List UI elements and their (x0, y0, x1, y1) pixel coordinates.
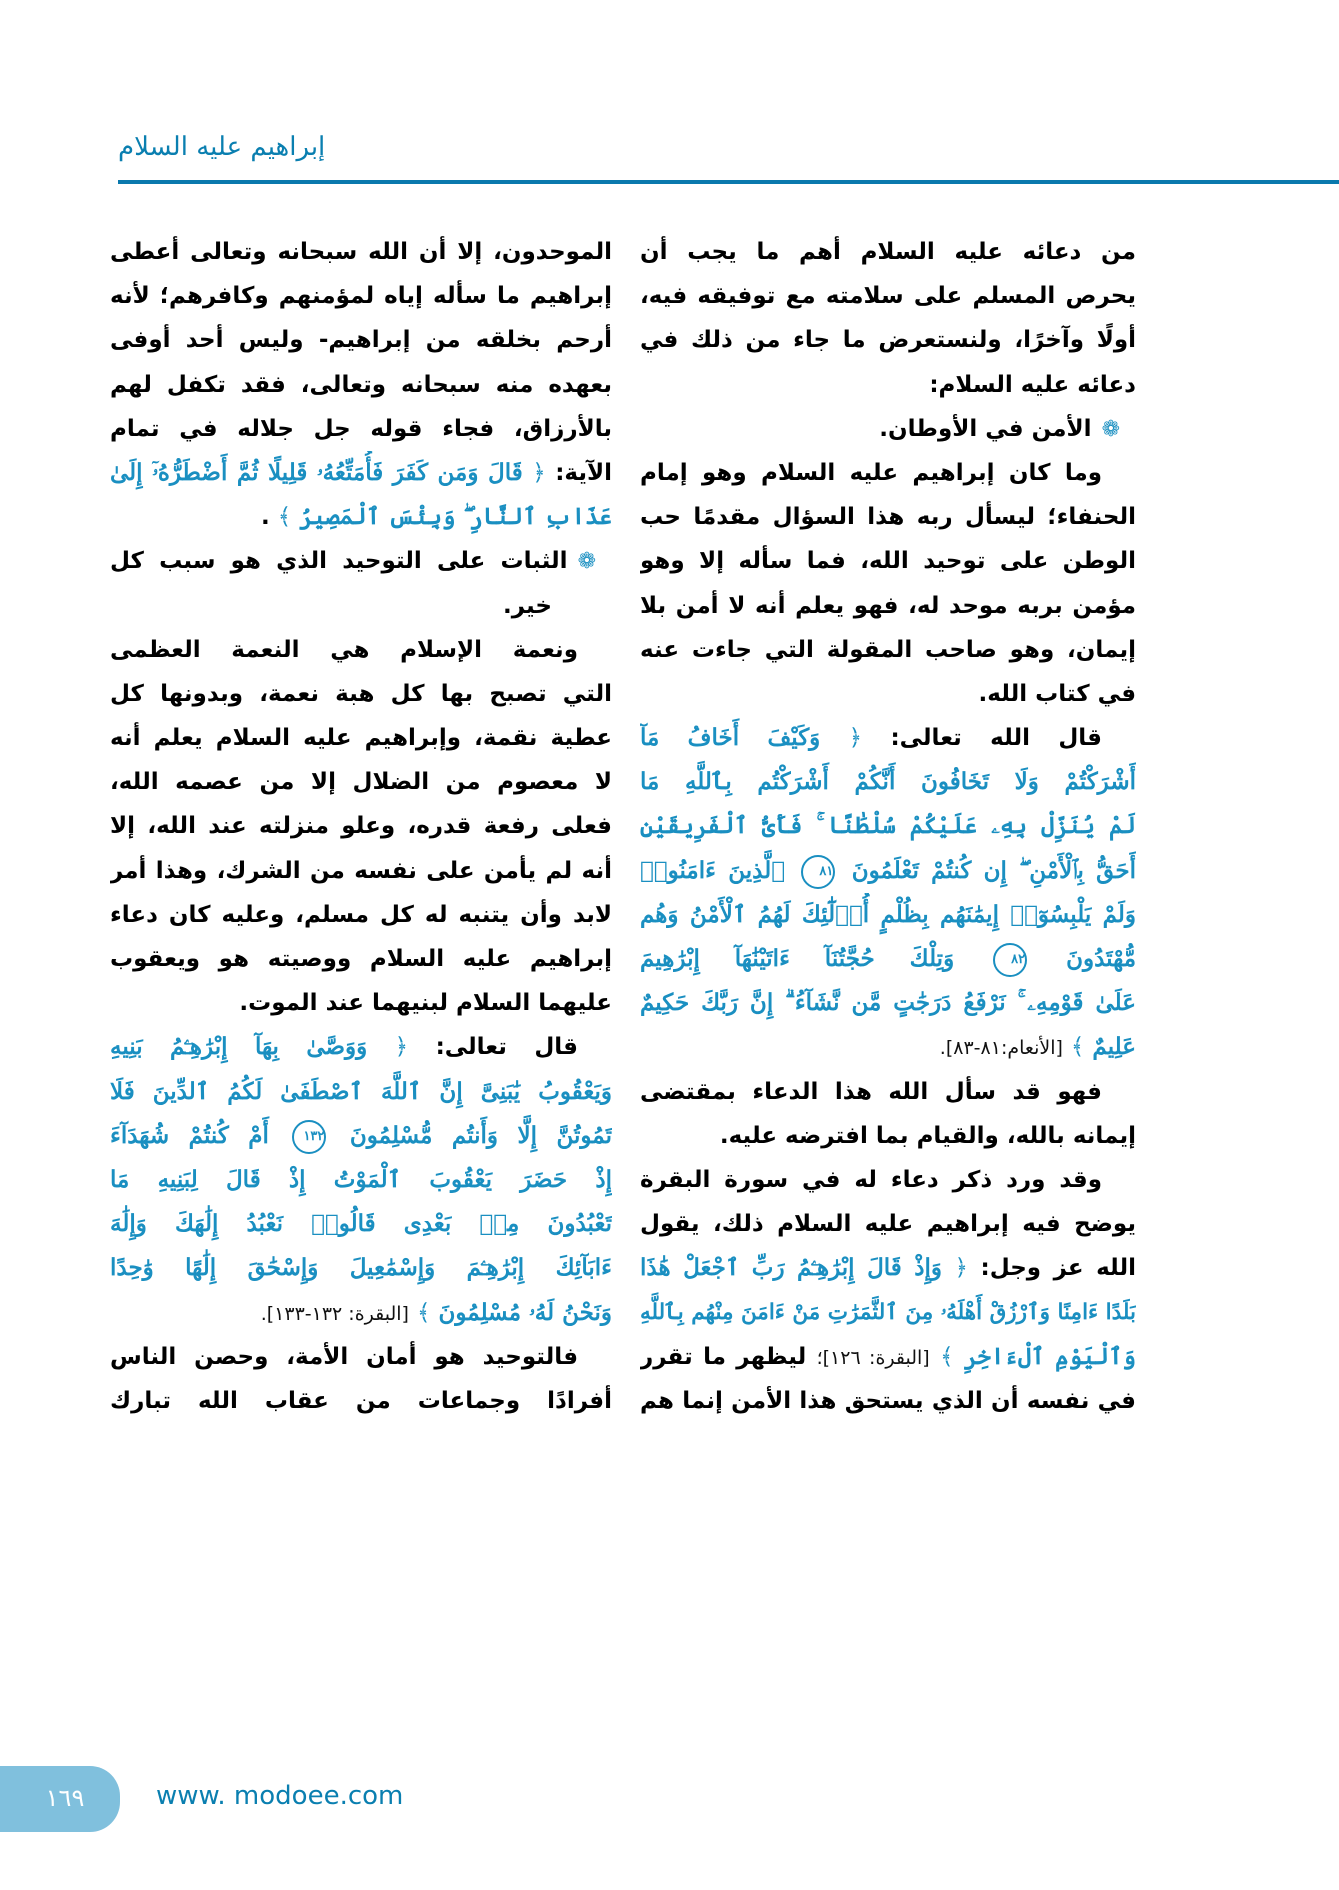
verse-line (640, 716, 1136, 760)
quran-line: عَلَىٰ قَوْمِهِۦ ۚ نَرْفَعُ دَرَجَٰتٍ مَّن نَّشَآءُ ۗ إِنَّ رَبَّكَ حَكِيمٌ (640, 989, 1136, 1017)
quran-line: وَيَعْقُوبُ يَٰبَنِىَّ إِنَّ ٱللَّهَ ٱصْطَفَىٰ لَكُمُ ٱلدِّينَ فَلَا (110, 1077, 612, 1105)
quran-text: وَٱلْيَوْمِ ٱلْءَاخِرِ (963, 1342, 1136, 1370)
verse-line (110, 1025, 612, 1069)
text-line: بالأرزاق، فجاء قوله جل جلاله في تمام (110, 415, 612, 442)
verse-number-medallion: ١٣٢ (292, 1120, 326, 1154)
quran-bracket-open-icon: ﴿ (848, 725, 863, 752)
website-link[interactable]: www. modoee.com (156, 1781, 404, 1811)
left-column (110, 230, 612, 1423)
right-column (640, 230, 1136, 1423)
text-line: إيمان، وهو صاحب المقولة التي جاءت عنه (640, 636, 1136, 663)
text-line: وما كان إبراهيم عليه السلام وهو إمام (640, 459, 1102, 486)
text-line: إبراهيم عليه السلام ووصيته هو ويعقوب (110, 946, 612, 972)
text-line: أرحم بخلقه من إبراهيم- وليس أحد أوفى (110, 327, 612, 354)
text-line: وقد ورد ذكر دعاء له في سورة البقرة (640, 1166, 1102, 1193)
verse-reference: [البقرة: ١٣٢-١٣٣]. (260, 1302, 409, 1325)
text-line: أنه لم يأمن على نفسه من الشرك، وهذا أمر (110, 857, 612, 884)
text-line: من دعائه عليه السلام أهم ما يجب أن (640, 239, 1136, 265)
page-number: ١٦٩ (45, 1784, 85, 1812)
quran-text: وَإِذْ قَالَ إِبْرَٰهِـۧمُ رَبِّ ٱجْعَلْ هَٰذَا (640, 1254, 943, 1282)
heading-text: الثبات على التوحيد الذي هو سبب كل (110, 548, 568, 575)
text-line: يحرص المسلم على سلامته مع توفيقه فيه، (640, 283, 1136, 310)
text-line: ونعمة الإسلام هي النعمة العظمى (110, 636, 578, 663)
verse-line (110, 451, 612, 495)
text-line: أولًا وآخرًا، ولنستعرض ما جاء من ذلك في (640, 327, 1136, 354)
running-header-title: إبراهيم عليه السلام (118, 132, 326, 162)
quran-text: تَمُوتُنَّ إِلَّا وَأَنتُم مُّسْلِمُونَ (349, 1121, 612, 1149)
verse-line (640, 1335, 1136, 1379)
heading-text: الأمن في الأوطان. (879, 415, 1092, 442)
text-line: بعهده منه سبحانه وتعالى، فقد تكفل لهم (110, 371, 612, 398)
text-line: التي تصبح بها كل هبة نعمة، وبدونها كل (110, 680, 612, 707)
quran-bracket-close-icon: ﴾ (417, 1299, 431, 1326)
text-line: يوضح فيه إبراهيم عليه السلام ذلك، يقول (640, 1211, 1136, 1238)
verse-number-medallion: ٨٢ (993, 943, 1027, 977)
quran-text: أَمْ كُنتُمْ شُهَدَآءَ (110, 1121, 269, 1149)
quran-text: وَتِلْكَ حُجَّتُنَآ ءَاتَيْنَٰهَآ إِبْرَٰهِيمَ (640, 945, 955, 972)
verse-number-medallion: ٨١ (801, 855, 835, 889)
flower-bullet-icon: ❁ (577, 549, 596, 575)
verse-intro: قال تعالى: (435, 1034, 578, 1061)
header-rule (118, 180, 1339, 184)
text-fragment: ليظهر ما تقرر (640, 1343, 807, 1370)
text-line: الوطن على توحيد الله، فما سأله إلا وهو (640, 548, 1136, 575)
text-line: لابد وأن يتنبه له كل مسلم، وعليه كان دعاء (110, 901, 612, 928)
quran-text: وَنَحْنُ لَهُۥ مُسْلِمُونَ (438, 1298, 612, 1326)
quran-line: تَعْبُدُونَ مِنۢ بَعْدِى قَالُوا۟ نَعْبُدُ إِلَٰهَكَ وَإِلَٰهَ (110, 1210, 612, 1238)
text-line: في كتاب الله. (978, 680, 1136, 707)
quran-text: وَوَصَّىٰ بِهَآ إِبْرَٰهِـۧمُ بَنِيهِ (110, 1033, 368, 1061)
text-line: فالتوحيد هو أمان الأمة، وحصن الناس (110, 1343, 578, 1370)
quran-text: مُّهْتَدُونَ (1066, 945, 1136, 972)
bullet-heading (110, 539, 612, 583)
quran-line: إِذْ حَضَرَ يَعْقُوبَ ٱلْمَوْتُ إِذْ قَالَ لِبَنِيهِ مَا (110, 1165, 612, 1193)
quran-text: عَذَابِ ٱلنَّارِ ۖ وَبِئْسَ ٱلْمَصِيرُ (299, 503, 612, 531)
text-line: الحنفاء؛ ليسأل ربه هذا السؤال مقدمًا حب (640, 504, 1136, 531)
quran-line: أَشْرَكْتُمْ وَلَا تَخَافُونَ أَنَّكُمْ أَشْرَكْتُم بِٱللَّهِ مَا (640, 768, 1136, 796)
quran-text: عَلِيمٌ (1092, 1033, 1136, 1061)
text-line: إيمانه بالله، والقيام بما افترضه عليه. (719, 1122, 1136, 1149)
quran-bracket-open-icon: ﴿ (532, 459, 546, 486)
text-line: عطية نقمة، وإبراهيم عليه السلام يعلم أنه (110, 725, 612, 752)
quran-bracket-close-icon: ﴾ (277, 504, 292, 531)
heading-text: خير. (502, 592, 552, 619)
flower-bullet-icon: ❁ (1101, 416, 1120, 442)
text-line: فهو قد سأل الله هذا الدعاء بمقتضى (640, 1078, 1102, 1105)
quran-line (640, 937, 1136, 981)
quran-line: بَلَدًا ءَامِنًا وَٱرْزُقْ أَهْلَهُۥ مِنَ ٱلثَّمَرَٰتِ مَنْ ءَامَنَ مِنْهُم بِٱللَّهِ (640, 1299, 1136, 1325)
quran-line (640, 849, 1136, 893)
text-line: دعائه عليه السلام: (929, 371, 1136, 398)
text-line: إبراهيم ما سأله إياه لمؤمنهم وكافرهم؛ لأنه (110, 283, 612, 310)
quran-line (110, 1114, 612, 1158)
quran-text: قَالَ وَمَن كَفَرَ فَأُمَتِّعُهُۥ قَلِيلًا ثُمَّ أَضْطَرُّهُۥٓ إِلَىٰ (110, 458, 523, 486)
quran-text: أَحَقُّ بِٱلْأَمْنِ ۖ إِن كُنتُمْ تَعْلَمُونَ (851, 856, 1136, 884)
text-line: مؤمن بربه موحد له، فهو يعلم أنه لا أمن بلا (640, 592, 1136, 619)
verse-intro: قال الله تعالى: (890, 725, 1102, 752)
text-line: الموحدون، إلا أن الله سبحانه وتعالى أعطى (110, 239, 612, 265)
quran-line: لَمْ يُنَزِّلْ بِهِۦ عَلَيْكُمْ سُلْطَٰنًا ۚ فَأَىُّ ٱلْفَرِيقَيْنِ (640, 812, 1136, 840)
quran-text: وَكَيْفَ أَخَافُ مَآ (640, 724, 821, 752)
quran-bracket-open-icon: ﴿ (954, 1255, 968, 1282)
verse-intro: الله عز وجل: (980, 1255, 1136, 1282)
text-line: عليهما السلام لبنيهما عند الموت. (239, 990, 612, 1017)
quran-bracket-open-icon: ﴿ (394, 1034, 409, 1061)
bullet-heading (640, 407, 1136, 451)
verse-intro: الآية: (555, 459, 612, 486)
quran-bracket-close-icon: ﴾ (1070, 1034, 1085, 1061)
quran-line: وَلَمْ يَلْبِسُوٓا۟ إِيمَٰنَهُم بِظُلْمٍ أُو۟لَٰٓئِكَ لَهُمُ ٱلْأَمْنُ وَهُم (640, 900, 1136, 928)
period: . (260, 504, 270, 531)
text-line: فعلى رفعة قدره، وعلو منزلته عند الله، إلا (110, 813, 612, 840)
verse-reference: [الأنعام:٨١-٨٣]. (939, 1037, 1063, 1060)
verse-reference: [البقرة: ١٢٦]؛ (816, 1346, 930, 1369)
text-line: أفرادًا وجماعات من عقاب الله تبارك (110, 1387, 612, 1414)
quran-line (640, 1025, 1136, 1069)
verse-line (640, 1246, 1136, 1290)
text-line: في نفسه أن الذي يستحق هذا الأمن إنما هم (640, 1387, 1136, 1414)
verse-line (110, 1291, 612, 1335)
quran-line: ءَابَآئِكَ إِبْرَٰهِـۧمَ وَإِسْمَٰعِيلَ وَإِسْحَٰقَ إِلَٰهًا وَٰحِدًا (110, 1254, 612, 1282)
text-line: لا معصوم من الضلال إلا من عصمه الله، (110, 769, 612, 796)
quran-bracket-close-icon: ﴾ (940, 1343, 954, 1370)
verse-line (110, 495, 612, 539)
quran-text: ٱلَّذِينَ ءَامَنُوا۟ (640, 856, 786, 884)
